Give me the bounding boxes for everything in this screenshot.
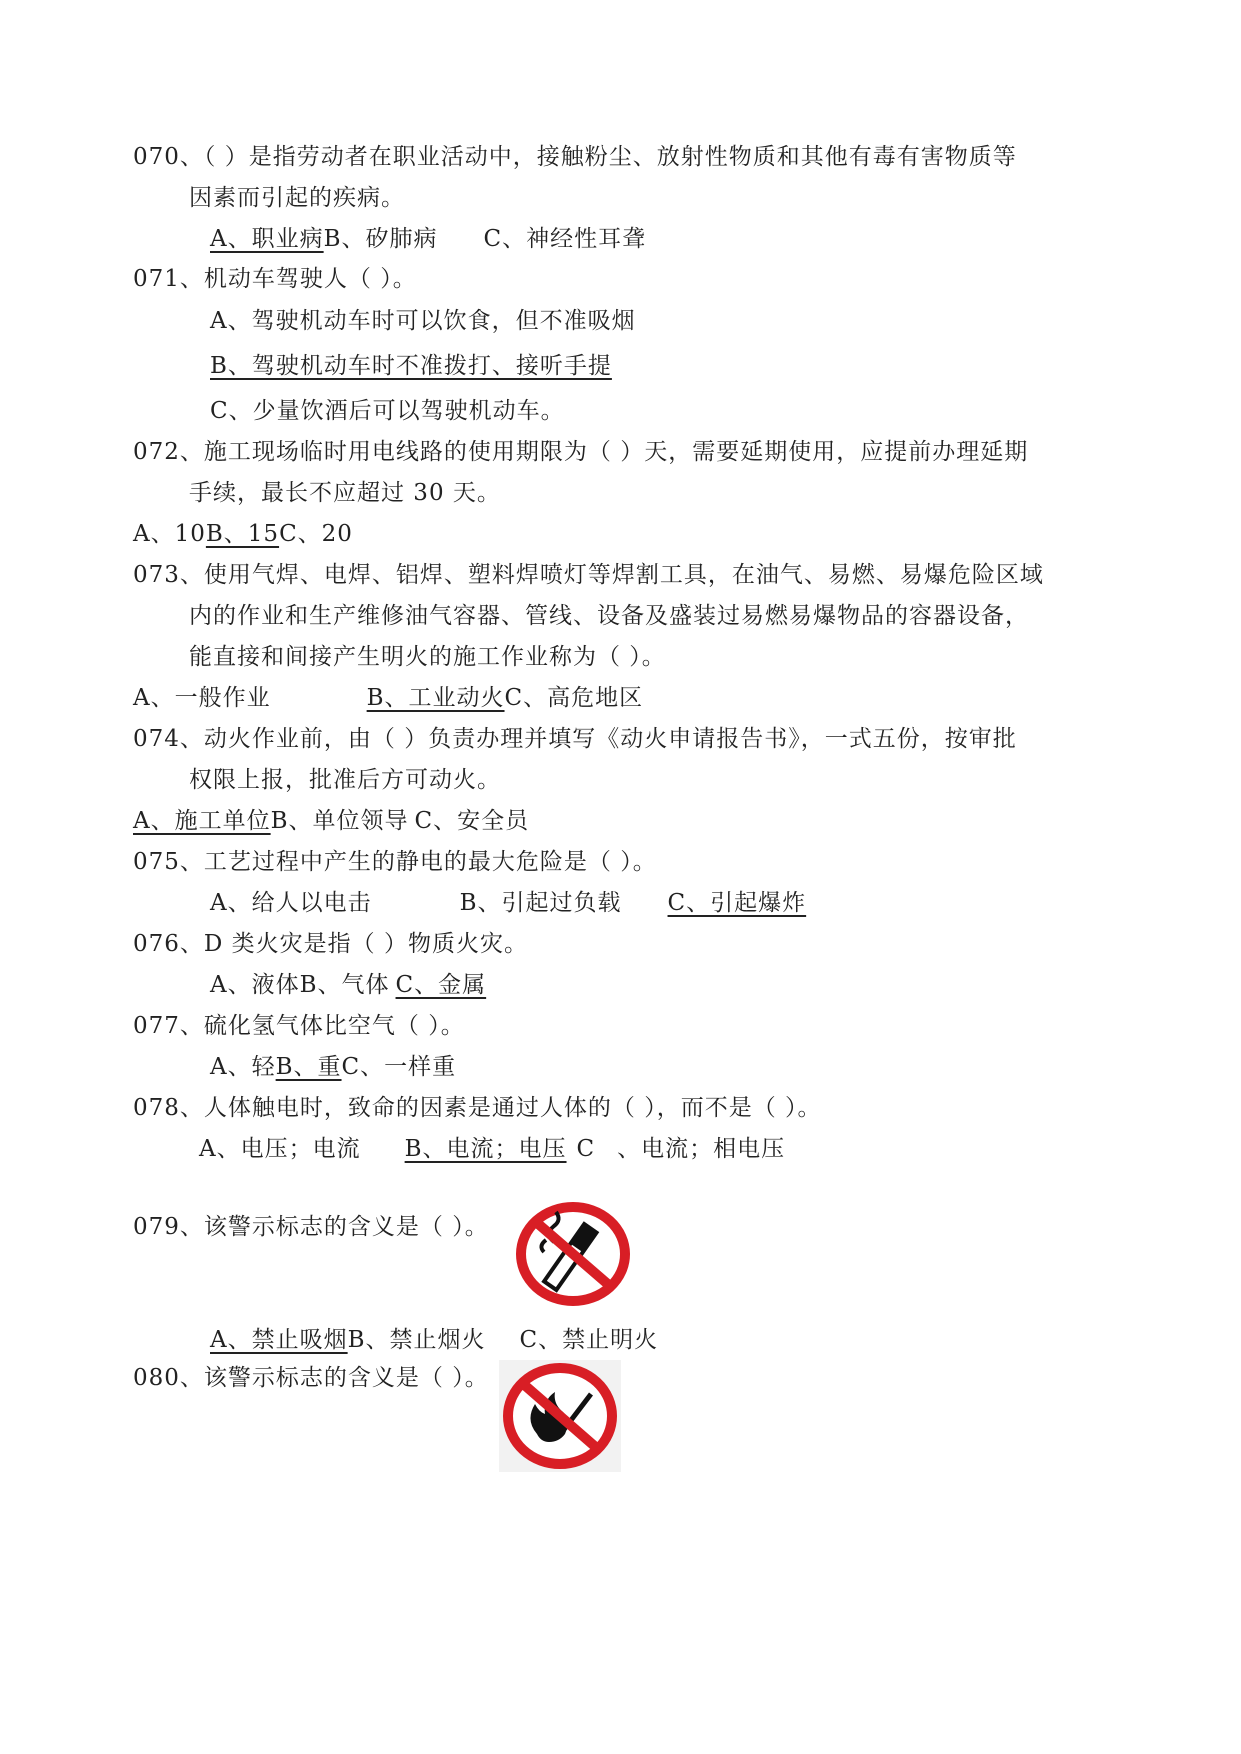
q076-option-b: B、气体	[299, 972, 390, 998]
q078-options	[199, 1132, 785, 1166]
q071-option-c: C、少量饮酒后可以驾驶机动车。	[210, 398, 565, 424]
q073-option-b: B、工业动火	[366, 685, 505, 711]
q079-option-a: A、禁止吸烟	[210, 1327, 348, 1353]
q071-stem: 071、机动车驾驶人（ ）。	[133, 266, 417, 292]
q073-options	[133, 681, 643, 715]
q075-option-b: B、引起过负载	[459, 890, 622, 916]
q077-option-b: B、重	[275, 1054, 342, 1080]
q074-stem-line2: 权限上报，批准后方可动火。	[189, 767, 501, 793]
q073-option-c: C、高危地区	[504, 685, 644, 711]
q076-option-a: A、液体	[210, 972, 300, 998]
q079-option-b: B、禁止烟火	[347, 1327, 486, 1353]
q079-stem: 079、该警示标志的含义是（ ）。	[133, 1214, 489, 1240]
q070-options	[210, 222, 646, 256]
q078-stem: 078、人体触电时，致命的因素是通过人体的（ ），而不是（ ）。	[133, 1095, 822, 1121]
q073-stem-line2: 内的作业和生产维修油气容器、管线、设备及盛装过易燃易爆物品的容器设备，	[189, 603, 1029, 629]
q079-options	[210, 1323, 658, 1357]
q072-option-c: C、20	[279, 521, 353, 547]
q074-options	[133, 804, 529, 838]
q073-stem-line1: 073、使用气焊、电焊、铝焊、塑料焊喷灯等焊割工具，在油气、易燃、易爆危险区域	[133, 562, 1044, 588]
q078-option-c: 、电流；相电压	[617, 1136, 786, 1162]
q075-option-c: C、引起爆炸	[667, 890, 807, 916]
q070-stem-line1: 070、（ ）是指劳动者在职业活动中，接触粉尘、放射性物质和其他有毒有害物质等	[133, 144, 1017, 170]
q076-options	[210, 968, 486, 1002]
q077-option-a: A、轻	[210, 1054, 276, 1080]
q074-option-c: C、安全员	[414, 808, 530, 834]
q074-option-b: B、单位领导	[270, 808, 409, 834]
q080-stem: 080、该警示标志的含义是（ ）。	[133, 1365, 489, 1391]
q079-option-c: C、禁止明火	[519, 1327, 659, 1353]
q078-option-b: B、电流；电压	[404, 1136, 567, 1162]
q073-option-a: A、一般作业	[133, 685, 271, 711]
no-smoking-sign-icon	[514, 1200, 632, 1308]
q071-option-b-line	[210, 349, 644, 383]
q072-stem-line2: 手续，最长不应超过 30 天。	[189, 480, 501, 506]
q075-stem: 075、工艺过程中产生的静电的最大危险是（ ）。	[133, 849, 657, 875]
q071-option-a: A、驾驶机动车时可以饮食，但不准吸烟	[210, 308, 636, 334]
q072-option-b: B、15	[205, 521, 280, 547]
q078-option-c-letter: C	[576, 1136, 596, 1162]
q072-stem-line1: 072、施工现场临时用电线路的使用期限为（ ）天，需要延期使用，应提前办理延期	[133, 439, 1029, 465]
q078-option-a: A、电压；电流	[199, 1136, 361, 1162]
no-fire-sign-icon	[499, 1360, 621, 1472]
q076-option-c: C、金属	[395, 972, 487, 998]
q072-option-a: A、10	[133, 521, 206, 547]
q071-option-b: B、驾驶机动车时不准拨打、接听手提	[210, 353, 612, 379]
q077-option-c: C、一样重	[341, 1054, 457, 1080]
q074-stem-line1: 074、动火作业前，由（ ）负责办理并填写《动火申请报告书》，一式五份，按审批	[133, 726, 1017, 752]
q075-options	[210, 886, 806, 920]
q070-stem-line2: 因素而引起的疾病。	[189, 185, 405, 211]
q073-stem-line3: 能直接和间接产生明火的施工作业称为（ ）。	[189, 644, 666, 670]
q070-option-c: C、神经性耳聋	[483, 226, 647, 252]
q077-stem: 077、硫化氢气体比空气（ ）。	[133, 1013, 465, 1039]
q070-option-b: B、矽肺病	[323, 226, 438, 252]
q072-options	[133, 517, 353, 551]
q074-option-a: A、施工单位	[133, 808, 271, 834]
q077-options	[210, 1050, 456, 1084]
q076-stem: 076、D 类火灾是指（ ）物质火灾。	[133, 931, 528, 957]
q075-option-a: A、给人以电击	[210, 890, 372, 916]
q070-option-a: A、职业病	[210, 226, 324, 252]
